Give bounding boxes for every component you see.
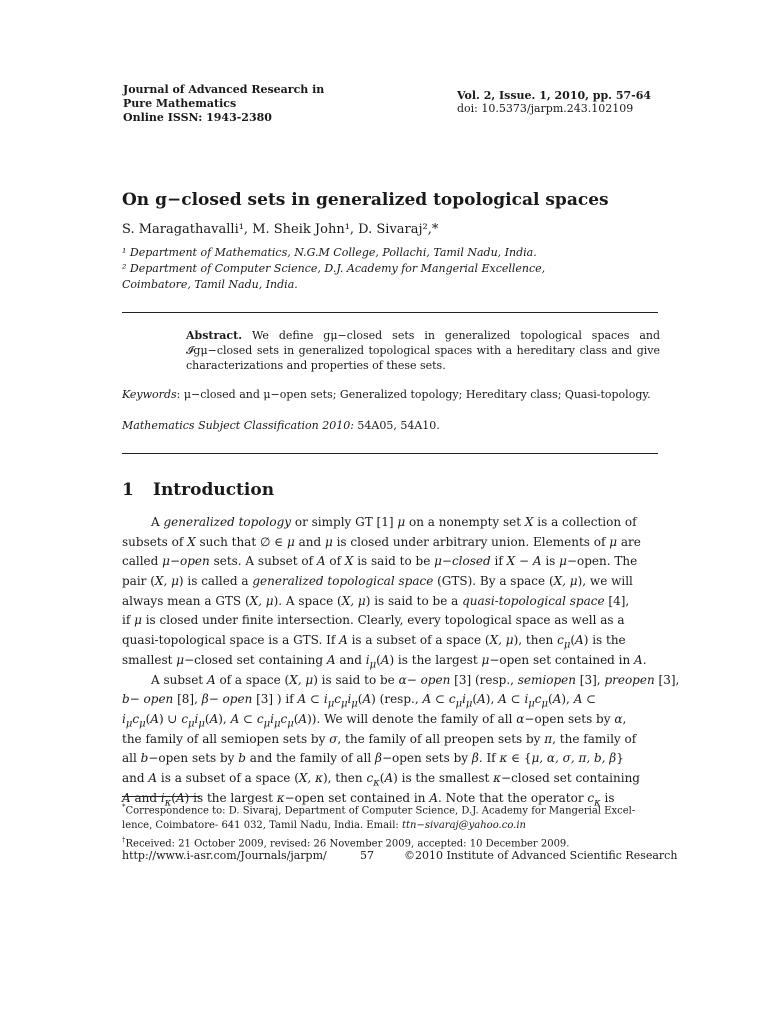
keywords [122,388,651,401]
body-line: subsets of X such that ∅ ∈ μ and μ is closed under arbitrary union. Elements of μ are [122,534,641,549]
section-heading [122,480,274,500]
affiliation-2-cont: Coimbatore, Tamil Nadu, India. [122,278,298,291]
affiliation-1: ¹ Department of Mathematics, N.G.M College, Pollachi, Tamil Nadu, India. [122,246,537,259]
body-line: quasi-topological space is a GTS. If A is a subset of a space (X, μ), then $c_\mu(A)$ is the [122,633,626,651]
footnote-rule [122,796,200,797]
keywords-text: : μ−closed and μ−open sets; Generalized topology; Hereditary class; Quasi-topology. [176,388,651,401]
footer-copyright: ©2010 Institute of Advanced Scientific Research [404,849,678,862]
abstract-text: We define gμ−closed sets in generalized topological spaces and 𝓘gμ−closed sets in generalized topological spaces with a hereditary class and give characterizations and properties of these sets. [186,329,661,372]
body-line: pair (X, μ) is called a generalized topological space (GTS). By a space (X, μ), we will [122,574,633,589]
abstract-label: Abstract. [186,329,243,342]
msc-label: Mathematics Subject Classification 2010: [122,419,354,432]
body-line: smallest μ−closed set containing A and $i_\mu(A)$ is the largest μ−open set contained in A. [122,652,647,671]
affiliation-2: ² Department of Computer Science, D.J. Academy for Mangerial Excellence, [122,262,546,275]
body-line: A generalized topology or simply GT [1] μ on a nonempty set X is a collection of [151,515,637,529]
journal-header [123,83,324,125]
journal-issn: Online ISSN: 1943-2380 [123,111,272,124]
body-text [122,513,680,809]
affiliations [122,245,545,293]
body-line: A and $i_\kappa(A)$ is the largest κ−open set contained in A. Note that the operator $c_\kappa$ is [122,790,615,809]
footnote-line: *Correspondence to: D. Sivaraj, Department of Computer Science, D.J. Academy for Mangerial Excel- [122,803,636,817]
body-line: all b−open sets by b and the family of all β−open sets by β. If κ ∈ {μ, α, σ, π, b, β} [122,751,624,766]
page-number: 57 [360,849,374,862]
volume-issue: Vol. 2, Issue. 1, 2010, pp. 57-64 [457,89,652,102]
footnote-line: lence, Coimbatore- 641 032, Tamil Nadu, India. Email: ttn−sivaraj@yahoo.co.in [122,820,526,832]
doi: doi: 10.5373/jarpm.243.102109 [457,102,634,115]
volume-info [457,89,651,115]
section-title: Introduction [153,480,275,500]
body-line: $i_\mu c_\mu(A)$ ∪ $c_\mu i_\mu(A)$, A ⊂ $c_\mu i_\mu c_\mu(A)$). We will denote the family of all α−open sets by α, [122,711,627,730]
footer-url: http://www.i-asr.com/Journals/jarpm/ [122,849,327,862]
body-line: b− open [8], β− open [3] ) if A ⊂ $i_\mu c_\mu i_\mu(A)$ (resp., A ⊂ $c_\mu i_\mu(A)$, A ⊂ $i_\mu c_\mu(A)$, A ⊂ [122,692,597,710]
msc [122,419,440,432]
authors: S. Maragathavalli¹, M. Sheik John¹, D. Sivaraj²,* [122,222,439,237]
section-number: 1 [122,480,134,500]
journal-name-line-2: Pure Mathematics [123,97,237,110]
footnote-line: †Received: 21 October 2009, revised: 26 November 2009, accepted: 10 December 2009. [122,836,570,850]
msc-codes: 54A05, 54A10. [353,419,440,432]
body-line: always mean a GTS (X, μ). A space (X, μ) is said to be a quasi-topological space [4], [122,593,630,608]
journal-name-line-1: Journal of Advanced Research in [123,83,325,96]
body-line: the family of all semiopen sets by σ, the family of all preopen sets by π, the family of [122,731,637,746]
body-line: and A is a subset of a space (X, κ), then $c_\kappa(A)$ is the smallest κ−closed set containing [122,770,640,789]
bottom-divider [122,453,658,454]
body-line: called μ−open sets. A subset of A of X is said to be μ−closed if X − A is μ−open. The [122,554,638,569]
paper-title: On g−closed sets in generalized topological spaces [122,190,609,210]
abstract [186,328,660,373]
top-divider [122,312,658,313]
keywords-label: Keywords [122,388,177,401]
footnotes [122,800,662,852]
body-line: if μ is closed under finite intersection. Clearly, every topological space as well as a [122,613,625,628]
body-line: A subset A of a space (X, μ) is said to be α− open [3] (resp., semiopen [3], preopen [3], [151,672,680,687]
